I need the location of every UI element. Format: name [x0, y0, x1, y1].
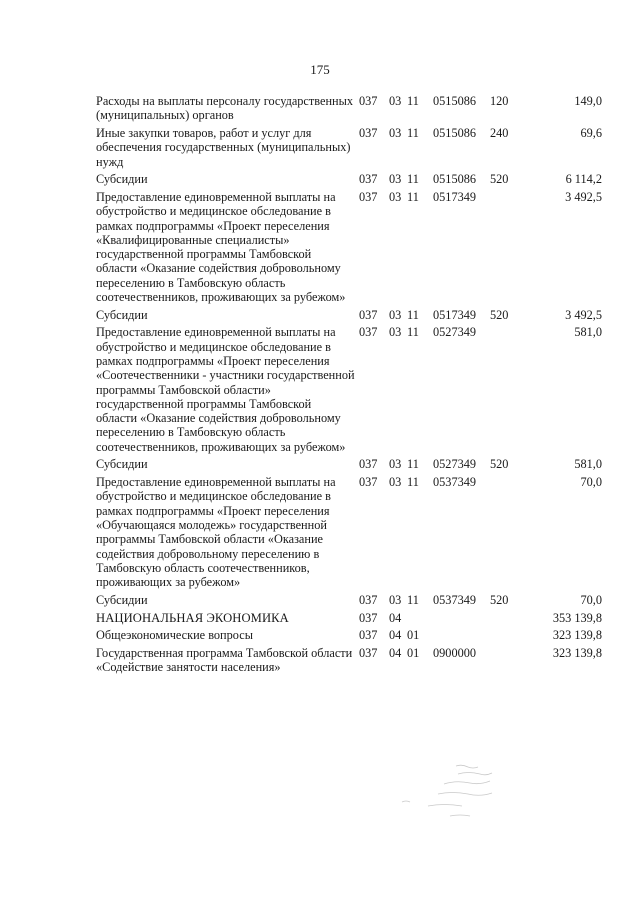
row-sum: 69,6 — [580, 125, 602, 140]
row-rz: 03 — [389, 172, 402, 187]
row-pr: 11 — [407, 307, 419, 322]
row-section — [389, 628, 425, 642]
row-rz: 04 — [389, 645, 402, 660]
table-row — [96, 325, 602, 454]
row-sum: 70,0 — [580, 592, 602, 607]
table-row — [96, 611, 602, 625]
row-section — [389, 646, 425, 660]
table-row — [96, 457, 602, 471]
row-rz: 03 — [389, 325, 402, 340]
row-rz: 03 — [389, 592, 402, 607]
row-name: Расходы на выплаты персоналу государственных (муниципальных) органов — [96, 94, 354, 123]
row-csr: 0527349 — [433, 457, 477, 472]
row-name: Предоставление единовременной выплаты на обустройство и медицинское обследование в рамках подпрограммы «Проект переселения «Квалифицированные специалисты» государственной программы Тамбовской области «Оказание содействия добровольному переселению в Тамбовскую область соотечественников, проживающих за рубежом» — [96, 189, 346, 305]
row-pr: 11 — [407, 125, 419, 140]
row-gr: 037 — [359, 307, 378, 322]
row-vr: 120 — [490, 94, 509, 108]
row-gr: 037 — [359, 610, 378, 625]
row-sum: 323 139,8 — [552, 645, 602, 660]
row-csr: 0537349 — [433, 592, 477, 607]
row-vr: 240 — [490, 125, 509, 140]
row-rz: 04 — [389, 628, 402, 643]
row-rz: 03 — [389, 457, 402, 472]
row-section — [389, 190, 425, 204]
row-gr: 037 — [359, 628, 378, 643]
row-pr: 01 — [407, 628, 420, 643]
row-gr: 037 — [359, 94, 378, 108]
row-csr: 0517349 — [433, 307, 477, 322]
row-section — [389, 457, 425, 471]
row-section — [389, 94, 425, 108]
row-pr: 11 — [407, 94, 419, 108]
row-section — [389, 593, 425, 607]
row-vr: 520 — [490, 457, 509, 472]
row-csr: 0515086 — [433, 172, 477, 187]
row-gr: 037 — [359, 645, 378, 660]
faint-stamp — [398, 762, 518, 826]
row-pr: 11 — [407, 172, 419, 187]
row-pr: 11 — [407, 325, 419, 340]
table-row — [96, 646, 602, 675]
row-rz: 03 — [389, 189, 402, 204]
row-sum: 581,0 — [574, 457, 602, 472]
row-name: Государственная программа Тамбовской области «Содействие занятости населения» — [96, 645, 353, 675]
row-pr: 11 — [407, 475, 419, 490]
row-csr: 0515086 — [433, 94, 477, 108]
table-row — [96, 172, 602, 186]
row-name: Субсидии — [96, 457, 148, 472]
row-section — [389, 611, 425, 625]
table-row — [96, 628, 602, 642]
row-sum: 3 492,5 — [565, 307, 602, 322]
row-gr: 037 — [359, 457, 378, 472]
row-csr: 0527349 — [433, 325, 477, 340]
row-sum: 323 139,8 — [552, 628, 602, 643]
row-pr: 01 — [407, 645, 420, 660]
page-number: 175 — [310, 62, 330, 77]
row-pr: 11 — [407, 592, 419, 607]
row-name: Иные закупки товаров, работ и услуг для обеспечения государственных (муниципальных) нужд — [96, 125, 351, 169]
row-section — [389, 172, 425, 186]
row-sum: 6 114,2 — [565, 172, 602, 187]
row-name: Субсидии — [96, 307, 148, 322]
row-rz: 04 — [389, 610, 402, 625]
table-row — [96, 190, 602, 304]
row-sum: 353 139,8 — [552, 610, 602, 625]
row-gr: 037 — [359, 189, 378, 204]
row-name: Субсидии — [96, 592, 148, 607]
row-csr: 0537349 — [433, 475, 477, 490]
table-row — [96, 126, 602, 169]
table-row — [96, 94, 602, 123]
row-name: Общеэкономические вопросы — [96, 628, 253, 643]
row-name: НАЦИОНАЛЬНАЯ ЭКОНОМИКА — [96, 610, 289, 625]
row-rz: 03 — [389, 475, 402, 490]
row-csr: 0517349 — [433, 189, 477, 204]
row-csr: 0900000 — [433, 645, 477, 660]
row-name: Предоставление единовременной выплаты на обустройство и медицинское обследование в рамках подпрограммы «Проект переселения «Соотечественники - участники государственной программы Тамбовской области» государственной программы Тамбовской области «Оказание содействия добровольному переселению в Тамбовскую область соотечественников, проживающих за рубежом» — [96, 325, 355, 454]
row-pr: 11 — [407, 457, 419, 472]
row-gr: 037 — [359, 325, 378, 340]
table-row — [96, 475, 602, 589]
row-gr: 037 — [359, 475, 378, 490]
table-row — [96, 593, 602, 607]
row-section — [389, 308, 425, 322]
row-section — [389, 325, 425, 339]
row-name: Предоставление единовременной выплаты на обустройство и медицинское обследование в рамках подпрограммы «Проект переселения «Обучающаяся молодежь» государственной программы Тамбовской области «Оказание содействия добровольному переселению в Тамбовскую область соотечественников, проживающих за рубежом» — [96, 475, 336, 590]
row-rz: 03 — [389, 125, 402, 140]
row-section — [389, 126, 425, 140]
row-vr: 520 — [490, 307, 509, 322]
row-sum: 149,0 — [574, 94, 602, 108]
row-sum: 581,0 — [574, 325, 602, 340]
budget-table — [96, 94, 602, 678]
row-gr: 037 — [359, 172, 378, 187]
row-csr: 0515086 — [433, 125, 477, 140]
row-vr: 520 — [490, 172, 509, 187]
row-gr: 037 — [359, 592, 378, 607]
row-section — [389, 475, 425, 489]
row-sum: 70,0 — [580, 475, 602, 490]
row-rz: 03 — [389, 94, 402, 108]
row-rz: 03 — [389, 307, 402, 322]
row-sum: 3 492,5 — [565, 189, 602, 204]
row-gr: 037 — [359, 125, 378, 140]
row-name: Субсидии — [96, 172, 148, 187]
row-vr: 520 — [490, 592, 509, 607]
table-row — [96, 308, 602, 322]
row-pr: 11 — [407, 189, 419, 204]
